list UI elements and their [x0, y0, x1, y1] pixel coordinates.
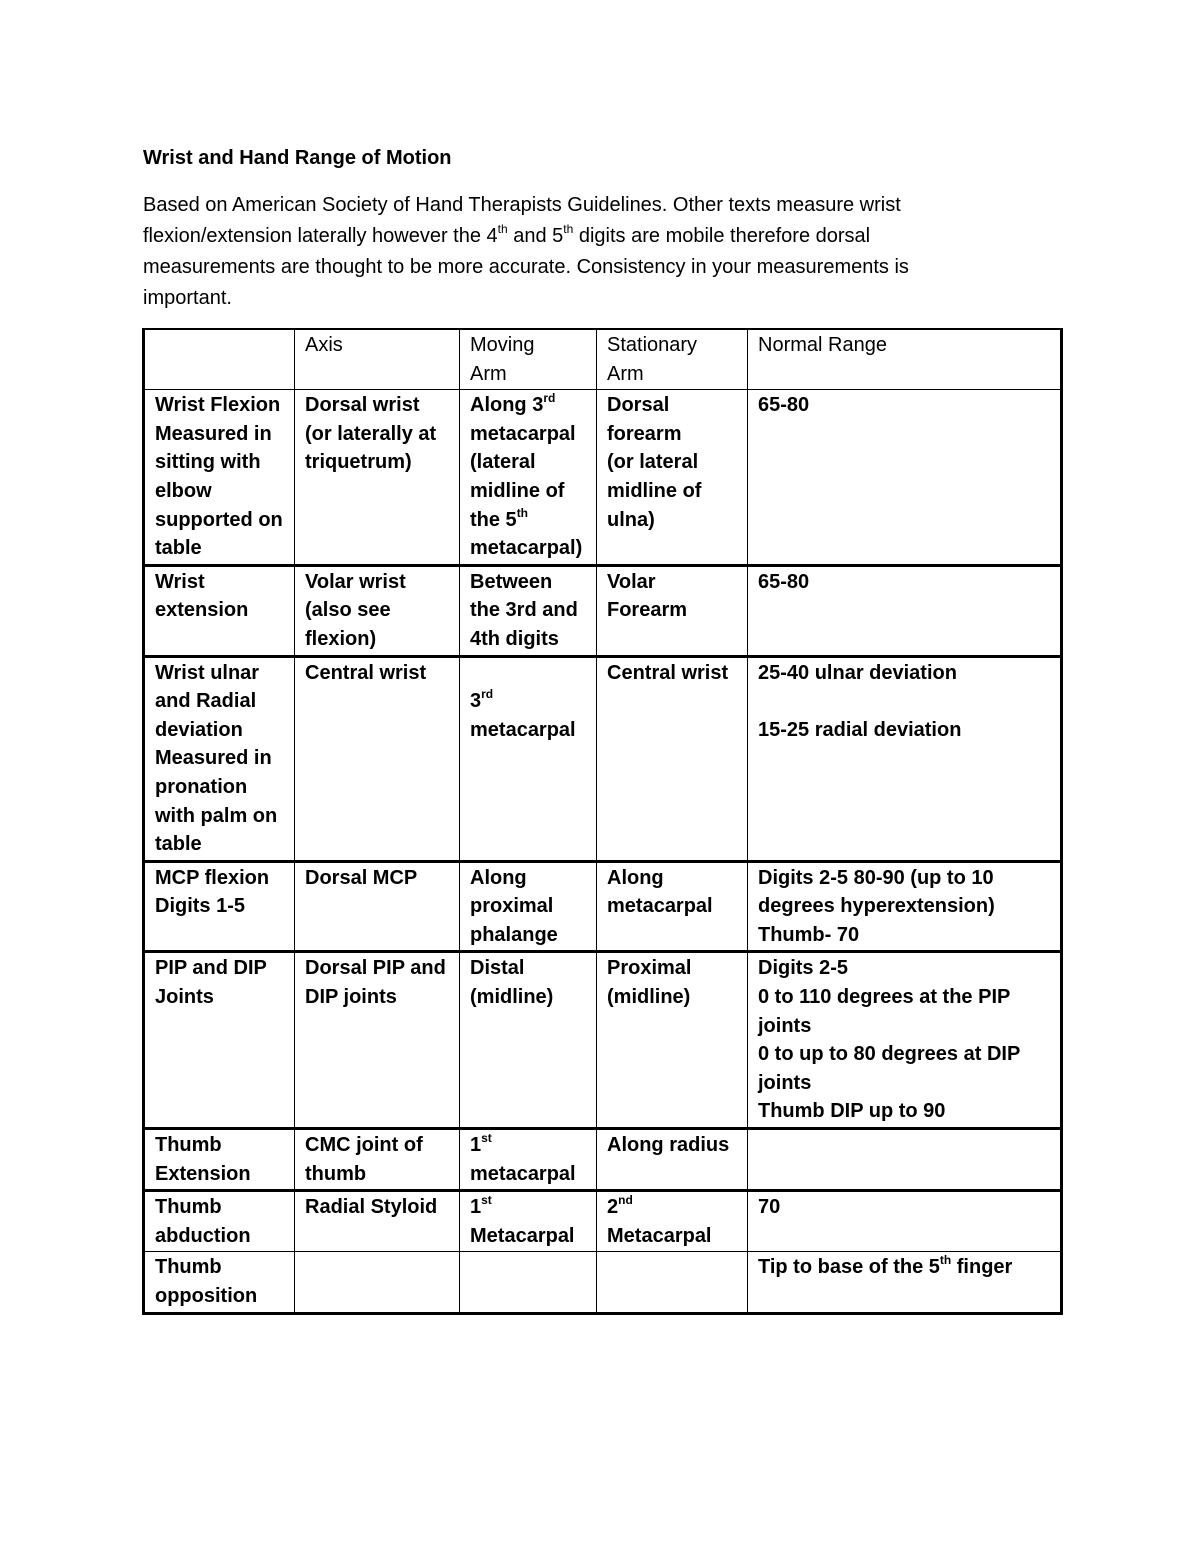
table-cell-motion: Wrist ulnar and Radial deviation Measured in pronation with palm on table [144, 656, 295, 861]
table-cell-axis: Dorsal PIP and DIP joints [295, 952, 460, 1129]
table-cell-moving-arm: Along proximal phalange [460, 861, 597, 952]
table-cell-stationary-arm: Central wrist [597, 656, 748, 861]
table-cell-motion: Wrist Flexion Measured in sitting with elbow supported on table [144, 390, 295, 566]
table-cell-motion: Thumb Extension [144, 1129, 295, 1191]
table-cell-normal-range: 65-80 [748, 565, 1062, 656]
table-cell-motion: PIP and DIP Joints [144, 952, 295, 1129]
table-header-row [144, 329, 1062, 390]
table-row [144, 565, 1062, 656]
table-header-cell: Axis [295, 329, 460, 390]
table-cell-normal-range: Digits 2-5 0 to 110 degrees at the PIP joints 0 to up to 80 degrees at DIP joints Thumb DIP up to 90 [748, 952, 1062, 1129]
table-cell-motion: MCP flexion Digits 1-5 [144, 861, 295, 952]
table-cell-moving-arm: 1st Metacarpal [460, 1191, 597, 1252]
table-row [144, 390, 1062, 566]
table-cell-stationary-arm: Along metacarpal [597, 861, 748, 952]
table-cell-stationary-arm: Along radius [597, 1129, 748, 1191]
table-cell-axis: CMC joint of thumb [295, 1129, 460, 1191]
table-header-cell [144, 329, 295, 390]
table-cell-normal-range: 25-40 ulnar deviation 15-25 radial deviation [748, 656, 1062, 861]
table-row [144, 1129, 1062, 1191]
document-title: Wrist and Hand Range of Motion [143, 147, 452, 169]
intro-paragraph [143, 190, 1023, 314]
intro-line: measurements are thought to be more accurate. Consistency in your measurements is [143, 256, 909, 278]
table-cell-normal-range: Digits 2-5 80-90 (up to 10 degrees hyperextension) Thumb- 70 [748, 861, 1062, 952]
table-cell-stationary-arm: 2nd Metacarpal [597, 1191, 748, 1252]
table-row [144, 1252, 1062, 1313]
table-row [144, 861, 1062, 952]
table-cell-stationary-arm: Proximal (midline) [597, 952, 748, 1129]
table-cell-axis [295, 1252, 460, 1313]
table-cell-axis: Dorsal MCP [295, 861, 460, 952]
table-cell-moving-arm: 1st metacarpal [460, 1129, 597, 1191]
table-cell-stationary-arm [597, 1252, 748, 1313]
table-cell-axis: Radial Styloid [295, 1191, 460, 1252]
table-cell-stationary-arm: Dorsal forearm (or lateral midline of ulna) [597, 390, 748, 566]
intro-line: Based on American Society of Hand Therapists Guidelines. Other texts measure wrist [143, 194, 901, 216]
intro-line: important. [143, 287, 232, 309]
table-row [144, 1191, 1062, 1252]
range-of-motion-table [142, 328, 1063, 1315]
table-cell-axis: Volar wrist (also see flexion) [295, 565, 460, 656]
table-cell-stationary-arm: Volar Forearm [597, 565, 748, 656]
table-header-cell: Stationary Arm [597, 329, 748, 390]
table-cell-moving-arm: Distal (midline) [460, 952, 597, 1129]
table-cell-motion: Thumb abduction [144, 1191, 295, 1252]
table-row [144, 656, 1062, 861]
table-row [144, 952, 1062, 1129]
table-cell-normal-range [748, 1129, 1062, 1191]
table-cell-moving-arm [460, 1252, 597, 1313]
table-cell-normal-range: Tip to base of the 5th finger [748, 1252, 1062, 1313]
intro-line: flexion/extension laterally however the 4th and 5th digits are mobile therefore dorsal [143, 222, 871, 247]
table-cell-motion: Thumb opposition [144, 1252, 295, 1313]
table-cell-axis: Central wrist [295, 656, 460, 861]
table-cell-normal-range: 65-80 [748, 390, 1062, 566]
table-cell-axis: Dorsal wrist (or laterally at triquetrum) [295, 390, 460, 566]
table-cell-normal-range: 70 [748, 1191, 1062, 1252]
table-header-cell: Moving Arm [460, 329, 597, 390]
table-cell-moving-arm: Along 3rd metacarpal (lateral midline of the 5th metacarpal) [460, 390, 597, 566]
table-header-cell: Normal Range [748, 329, 1062, 390]
table-cell-moving-arm: 3rd metacarpal [460, 656, 597, 861]
table-cell-motion: Wrist extension [144, 565, 295, 656]
table-cell-moving-arm: Between the 3rd and 4th digits [460, 565, 597, 656]
